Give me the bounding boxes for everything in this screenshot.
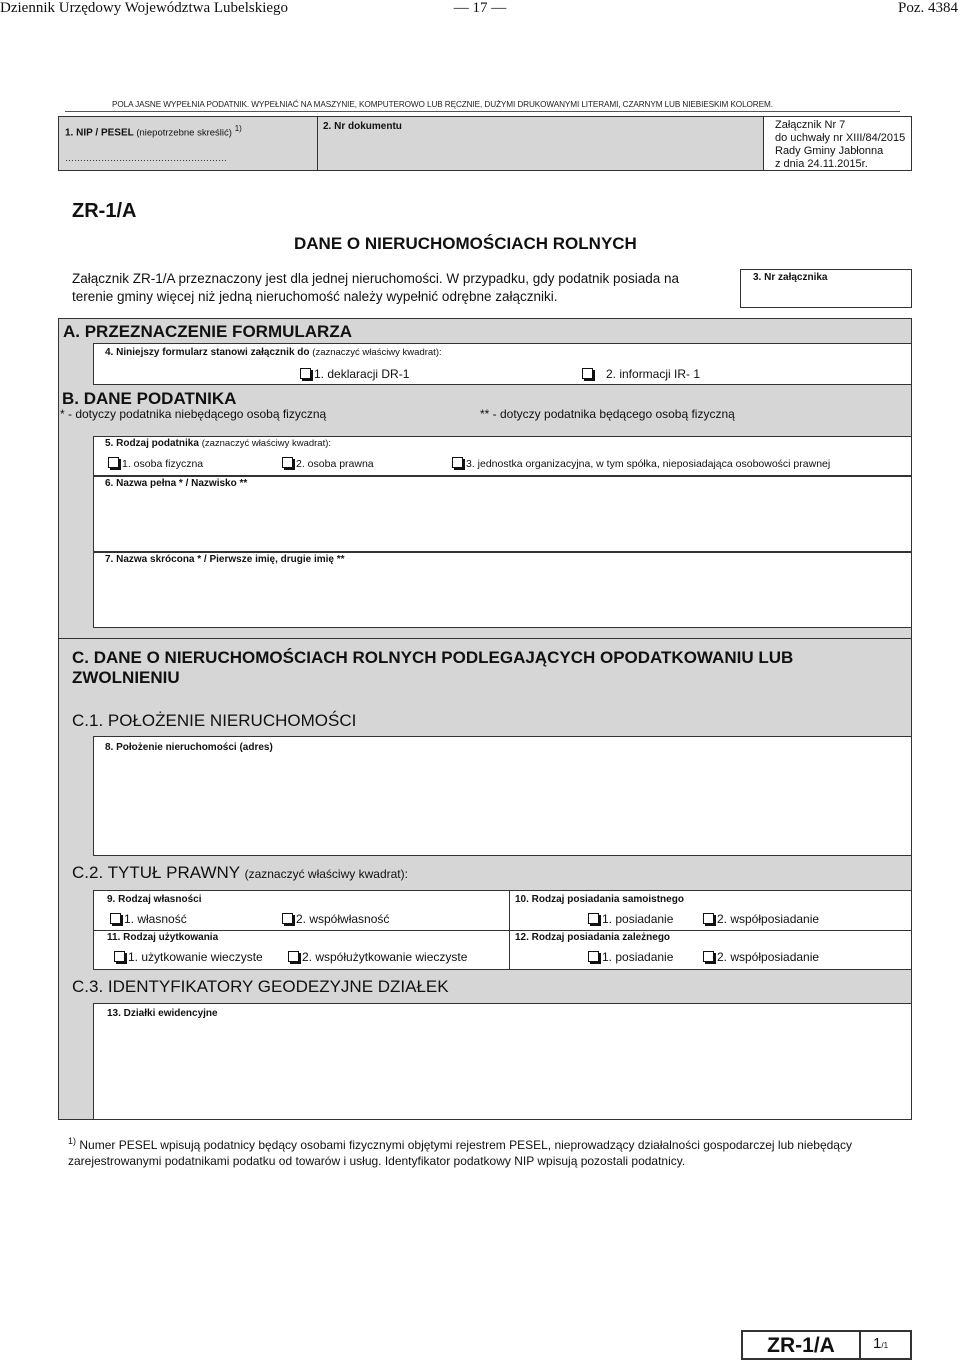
field-8-label: 8. Położenie nieruchomości (adres) [105,742,273,753]
option-natural-person[interactable]: 1. osoba fizyczna [108,457,203,470]
page-number-header: — 17 — [453,0,507,16]
checkbox[interactable] [588,913,599,924]
checkbox[interactable] [288,951,299,962]
nip-label: 1. NIP / PESEL (niepotrzebne skreślić) $^{1)}$ [65,124,242,139]
form-code: ZR-1/A [72,200,137,222]
divider [65,111,900,112]
option-ir1[interactable]: 2. informacji IR- 1 [582,367,700,381]
option-dependent-co-possession[interactable]: 2. współposiadanie [703,950,819,964]
field-13-label: 13. Działki ewidencyjne [107,1008,218,1019]
field-10-label: 10. Rodzaj posiadania samoistnego [515,894,684,905]
nip-dots: ……………………………………………… [65,153,227,163]
form-intro: Załącznik ZR-1/A przeznaczony jest dla jednej nieruchomości. W przypadku, gdy podatnik posiada na terenie gminy więcej niż jedną nieruchomość należy wypełnić odrębne załączniki. [72,271,680,304]
divider [93,930,912,931]
page-footer [741,1330,912,1360]
option-dependent-possession[interactable]: 1. posiadanie [588,950,673,964]
field-9-label: 9. Rodzaj własności [107,894,202,905]
option-ownership[interactable]: 1. własność [110,912,187,926]
journal-title: Dziennik Urzędowy Województwa Lubelskiego [0,0,289,16]
fill-instruction: POLA JASNE WYPEŁNIA PODATNIK. WYPEŁNIAĆ NA MASZYNIE, KOMPUTEROWO LUB RĘCZNIE, DUŻYMI DRUKOWANYMI LITERAMI, CZARNYM LUB NIEBIESKIM KOLOREM. [112,100,773,109]
field-6-label: 6. Nazwa pełna * / Nazwisko ** [105,478,248,489]
option-possession[interactable]: 1. posiadanie [588,912,673,926]
checkbox[interactable] [703,913,714,924]
form-title: DANE O NIERUCHOMOŚCIACH ROLNYCH [294,234,637,253]
checkbox[interactable] [282,457,293,468]
checkbox[interactable] [282,913,293,924]
checkbox[interactable] [108,457,119,468]
position-number: Poz. 4384 [898,0,958,16]
running-header [0,0,960,22]
field-5-label: 5. Rodzaj podatnika (zaznaczyć właściwy kwadrat): [105,438,332,449]
option-co-ownership[interactable]: 2. współwłasność [282,912,389,926]
checkbox[interactable] [582,368,593,379]
parcels-field[interactable] [93,1003,912,1120]
field-11-label: 11. Rodzaj użytkowania [107,932,219,943]
section-c-title: C. DANE O NIERUCHOMOŚCIACH ROLNYCH PODLEGAJĄCYCH OPODATKOWANIU LUB ZWOLNIENIU [72,648,794,687]
property-address-field[interactable] [93,736,912,856]
checkbox[interactable] [703,951,714,962]
doc-number-label: 2. Nr dokumentu [323,121,402,132]
footer-page-number: 1/1 [873,1335,889,1352]
option-perpetual-usufruct[interactable]: 1. użytkowanie wieczyste [114,950,263,964]
annex-reference: Załącznik Nr 7 do uchwały nr XIII/84/2015 Rady Gminy Jabłonna z dnia 24.11.2015r. [775,119,906,170]
option-co-possession[interactable]: 2. współposiadanie [703,912,819,926]
checkbox[interactable] [588,951,599,962]
option-dr1[interactable]: 1. deklaracji DR-1 [300,367,409,381]
field-12-label: 12. Rodzaj posiadania zależnego [515,932,671,943]
checkbox[interactable] [114,951,125,962]
note-natural-person: ** - dotyczy podatnika będącego osobą fizyczną [480,407,735,421]
section-b-title: B. DANE PODATNIKA [62,389,237,408]
checkbox[interactable] [452,457,463,468]
option-legal-person[interactable]: 2. osoba prawna [282,457,374,470]
c1-title: C.1. POŁOŻENIE NIERUCHOMOŚCI [72,711,357,730]
footer-form-code: ZR-1/A [743,1332,861,1358]
checkbox[interactable] [110,913,121,924]
checkbox[interactable] [300,368,311,379]
footnote: $^{1)}$ Numer PESEL wpisują podatnicy będący osobami fizycznymi objętymi rejestrem PESEL, nieprowadzący działalności gospodarczej lub niebędący zarejestrowanymi podatnikami podatku od towarów i usług. Identyfikator podatkowy NIP wpisują pozostali podatnicy. [68,1136,852,1168]
annex-number-label: 3. Nr załącznika [753,272,828,283]
field-7-label: 7. Nazwa skrócona * / Pierwsze imię, drugie imię ** [105,554,345,565]
option-co-perpetual-usufruct[interactable]: 2. współużytkowanie wieczyste [288,950,467,964]
section-a-title: A. PRZEZNACZENIE FORMULARZA [63,322,352,341]
field-4-label: 4. Niniejszy formularz stanowi załącznik do (zaznaczyć właściwy kwadrat): [105,347,442,358]
option-organizational-unit[interactable]: 3. jednostka organizacyjna, w tym spółka, nieposiadająca osobowości prawnej [452,457,830,470]
note-legal-entity: * - dotyczy podatnika niebędącego osobą fizyczną [60,407,327,421]
c2-title: C.2. TYTUŁ PRAWNY (zaznaczyć właściwy kwadrat): [72,863,408,882]
c3-title: C.3. IDENTYFIKATORY GEODEZYJNE DZIAŁEK [72,977,449,996]
